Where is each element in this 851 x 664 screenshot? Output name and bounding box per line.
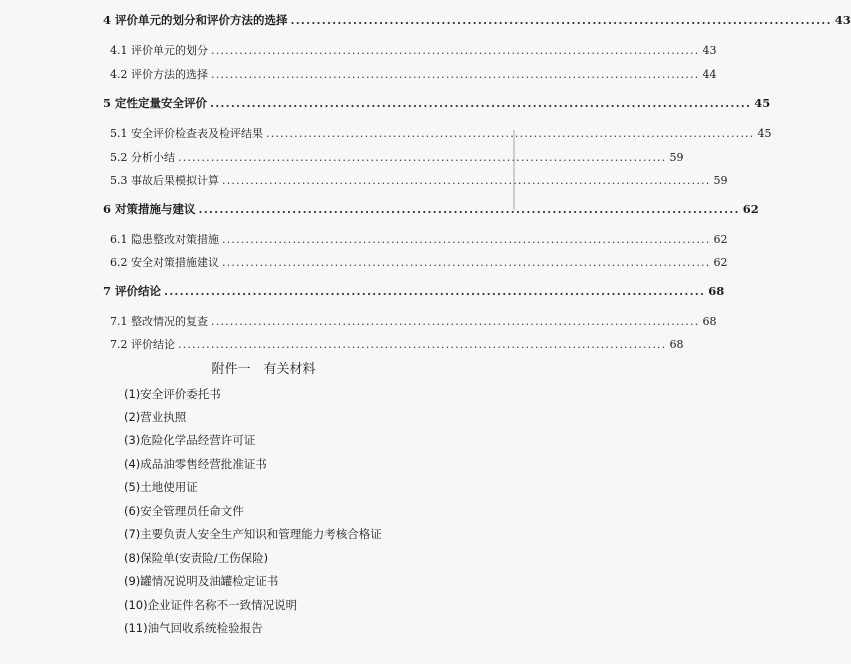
toc-chapter-6: 6 对策措施与建议 ........................................................................................................ 62 (103, 202, 759, 216)
toc-leader: ........................................................................................................ (164, 284, 706, 298)
toc-page-number: 62 (742, 202, 759, 216)
toc-leader: ........................................................................................................ (178, 338, 667, 351)
toc-leader: ........................................................................................................ (198, 202, 740, 216)
toc-section-7-1: 7.1 整改情况的复查 ........................................................................................................ 68 (110, 315, 717, 328)
toc-section-4-1: 4.1 评价单元的划分 ........................................................................................................ 43 (110, 44, 717, 57)
toc-section-5-1: 5.1 安全评价检查表及检评结果 ........................................................................................................ 45 (110, 127, 772, 140)
toc-page-number: 43 (834, 13, 851, 27)
toc-chapter-7: 7 评价结论 ........................................................................................................ 68 (103, 284, 725, 298)
attachment-item: (11)油气回收系统检验报告 (124, 621, 263, 635)
attachment-item: (10)企业证件名称不一致情况说明 (124, 598, 298, 612)
scan-edge-shadow (513, 130, 515, 210)
toc-section-5-2: 5.2 分析小结 ........................................................................................................ 59 (110, 151, 684, 164)
toc-leader: ........................................................................................................ (222, 233, 711, 246)
toc-leader: ........................................................................................................ (222, 174, 711, 187)
toc-leader: ........................................................................................................ (211, 68, 700, 81)
toc-page-number: 62 (713, 256, 728, 269)
attachment-item: (2)营业执照 (124, 410, 187, 424)
toc-page-number: 59 (713, 174, 728, 187)
toc-leader: ........................................................................................................ (178, 151, 667, 164)
toc-page-number: 45 (757, 127, 772, 140)
toc-leader: ........................................................................................................ (211, 315, 700, 328)
toc-page-number: 44 (702, 68, 717, 81)
attachment-item: (4)成品油零售经营批准证书 (124, 457, 267, 471)
toc-section-5-3: 5.3 事故后果模拟计算 ........................................................................................................ 59 (110, 174, 728, 187)
toc-page-number: 43 (702, 44, 717, 57)
toc-page-number: 68 (669, 338, 684, 351)
toc-page-number: 59 (669, 151, 684, 164)
toc-section-6-2: 6.2 安全对策措施建议 ........................................................................................................ 62 (110, 256, 728, 269)
toc-section-7-2: 7.2 评价结论 ........................................................................................................ 68 (110, 338, 684, 351)
toc-leader: ........................................................................................................ (266, 127, 755, 140)
toc-leader: ........................................................................................................ (211, 44, 700, 57)
attachment-item: (8)保险单(安责险/工伤保险) (124, 551, 269, 565)
attachment-item: (7)主要负责人安全生产知识和管理能力考核合格证 (124, 527, 382, 541)
toc-page-number: 68 (702, 315, 717, 328)
attachment-item: (6)安全管理员任命文件 (124, 504, 244, 518)
toc-chapter-5: 5 定性定量安全评价 ........................................................................................................ 45 (103, 96, 771, 110)
toc-chapter-4: 4 评价单元的划分和评价方法的选择 ........................................................................................................ 43 (103, 13, 851, 27)
toc-section-6-1: 6.1 隐患整改对策措施 ........................................................................................................ 62 (110, 233, 728, 246)
toc-page-number: 68 (708, 284, 725, 298)
attachment-item: (5)土地使用证 (124, 480, 198, 494)
toc-leader: ........................................................................................................ (210, 96, 752, 110)
toc-leader: ........................................................................................................ (222, 256, 711, 269)
attachment-item: (9)罐情况说明及油罐检定证书 (124, 574, 279, 588)
toc-section-4-2: 4.2 评价方法的选择 ........................................................................................................ 44 (110, 68, 717, 81)
attachment-item: (1)安全评价委托书 (124, 387, 221, 401)
toc-page-number: 62 (713, 233, 728, 246)
appendix-title: 附件一 有关材料 (211, 362, 316, 377)
attachment-item: (3)危险化学品经营许可证 (124, 433, 256, 447)
toc-leader: ........................................................................................................ (290, 13, 832, 27)
toc-page-number: 45 (754, 96, 771, 110)
